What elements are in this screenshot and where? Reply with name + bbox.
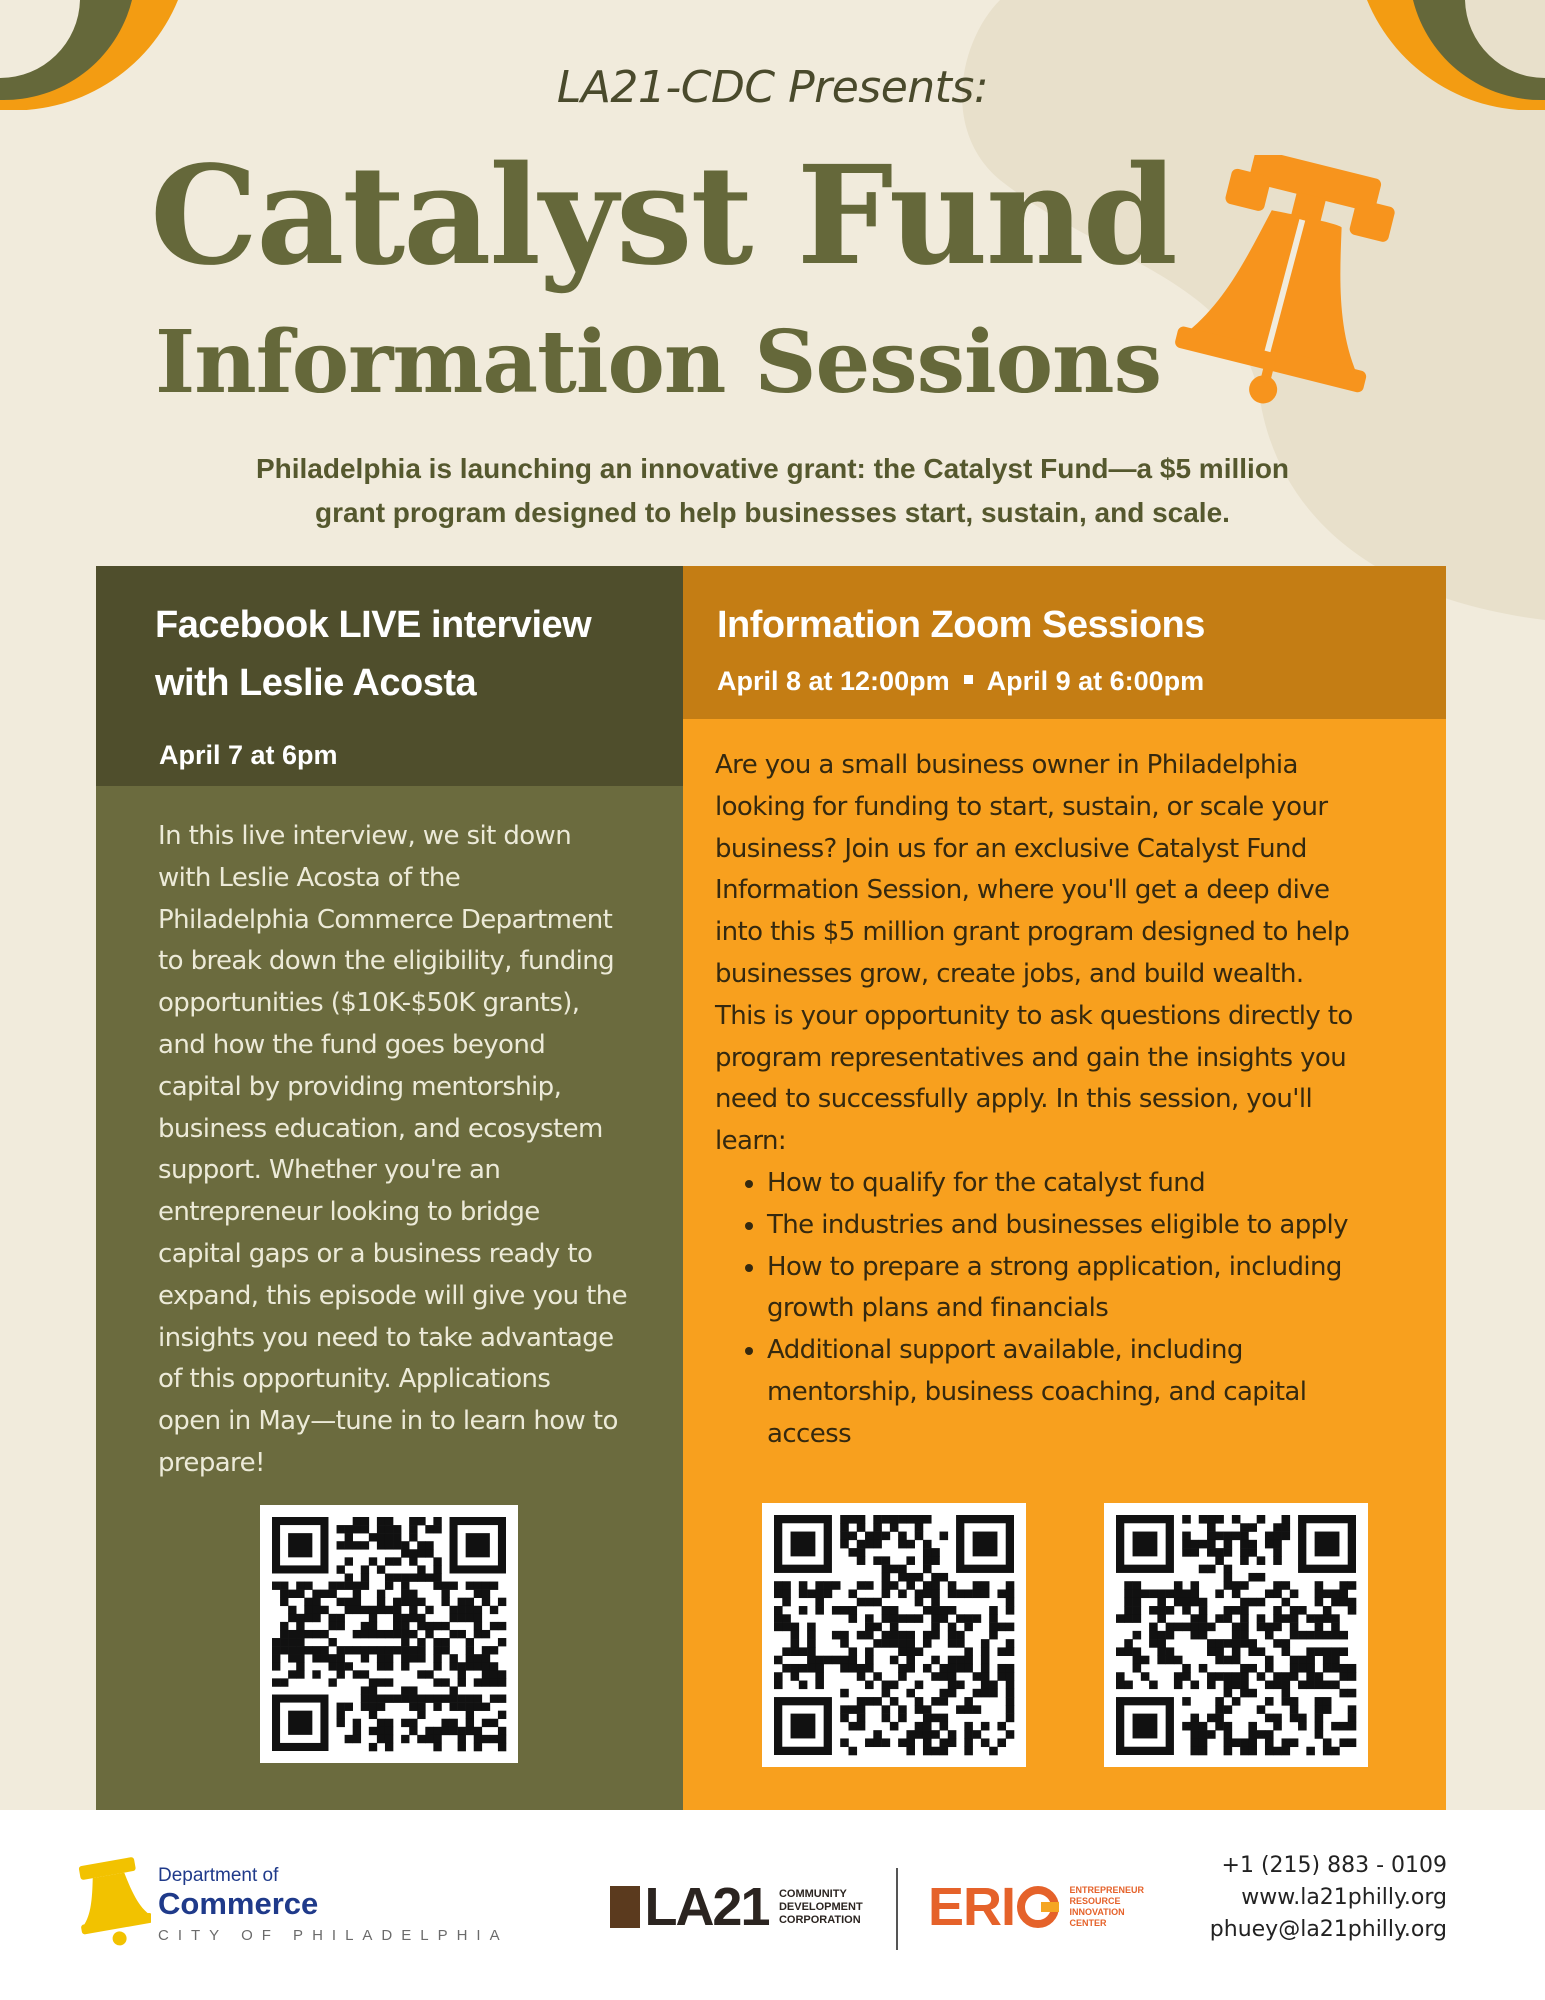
bullet-separator bbox=[964, 675, 973, 684]
qr-code-zoom-april-8[interactable] bbox=[762, 1503, 1026, 1767]
footer bbox=[0, 1810, 1545, 2000]
panel-heading: Information Zoom Sessions bbox=[717, 604, 1205, 646]
qr-code-zoom-april-9[interactable] bbox=[1104, 1503, 1368, 1767]
panel-header bbox=[96, 566, 683, 786]
liberty-bell-icon bbox=[1165, 155, 1415, 425]
panel-body-text: Are you a small business owner in Philadelphia looking for funding to start, sustain, or scale your business? Join us for an exclusive Catalyst Fund Information Session, where you'll get a deep dive into this $5 million grant program designed to help businesses grow, create jobs, and build wealth. This is your opportunity to ask questions directly to program representatives and gain the insights you need to successfully apply. In this session, you'll learn: • How to qualify for the catalyst fund • The industries and businesses eligible to apply • How to prepare a strong application, including growth plans and financials • Additional support available, including mentorship, business coaching, and capital access bbox=[683, 719, 1446, 1456]
panel-header bbox=[683, 566, 1446, 719]
event-date: April 7 at 6pm bbox=[159, 740, 338, 770]
qr-pattern bbox=[762, 1503, 1026, 1767]
list-item: • Additional support available, including mentorship, business coaching, and capital access bbox=[767, 1330, 1416, 1455]
panel-body-text: In this live interview, we sit down with Leslie Acosta of the Philadelphia Commerce Department to break down the eligibility, funding opportunities ($10K-$50K grants), and how the fund goes beyond capital by providing mentorship, business education, and ecosystem support. Whether you're an entrepreneur looking to bridge capital gaps or a business ready to expand, this episode will give you the insights you need to take advantage of this opportunity. Applications open in May—tune in to learn how to prepare! bbox=[158, 821, 628, 1478]
divider bbox=[896, 1868, 898, 1950]
qr-pattern bbox=[260, 1505, 518, 1763]
list-item: • How to prepare a strong application, including growth plans and financials bbox=[767, 1247, 1416, 1331]
liberty-bell-logo-icon bbox=[75, 1855, 151, 1947]
phone-number[interactable]: +1 (215) 883 - 0109 bbox=[1221, 1853, 1447, 1878]
tree-icon bbox=[610, 1886, 640, 1928]
la21-logo: LA21 COMMUNITY DEVELOPMENT CORPORATION bbox=[610, 1880, 863, 1934]
panel-heading: Facebook LIVE interview bbox=[155, 604, 592, 646]
event-dates: April 8 at 12:00pm April 9 at 6:00pm bbox=[717, 666, 1205, 696]
pie-icon bbox=[1017, 1886, 1059, 1928]
list-item: • How to qualify for the catalyst fund bbox=[767, 1163, 1416, 1205]
presents-line: LA21-CDC Presents: bbox=[556, 62, 989, 113]
panel-heading: with Leslie Acosta bbox=[155, 662, 477, 704]
eric-logo: ERI ENTREPRENEUR RESOURCE INNOVATION CENTER bbox=[928, 1877, 1144, 1937]
website-link[interactable]: www.la21philly.org bbox=[1241, 1885, 1447, 1910]
page-subtitle: Information Sessions bbox=[155, 312, 1161, 413]
commerce-logo: Department of Commerce CITY OF PHILADELPHIA bbox=[158, 1865, 509, 1944]
contact-info bbox=[1210, 1850, 1447, 1946]
tagline: Philadelphia is launching an innovative grant: the Catalyst Fund—a $5 million grant program designed to help businesses start, sustain, and scale. bbox=[255, 453, 1290, 528]
qr-code-facebook[interactable] bbox=[260, 1505, 518, 1763]
list-item: • The industries and businesses eligible to apply bbox=[767, 1205, 1416, 1247]
qr-pattern bbox=[1104, 1503, 1368, 1767]
email-link[interactable]: phuey@la21philly.org bbox=[1209, 1917, 1447, 1942]
learning-list bbox=[715, 1163, 1416, 1456]
page-title: Catalyst Fund bbox=[150, 136, 1176, 296]
